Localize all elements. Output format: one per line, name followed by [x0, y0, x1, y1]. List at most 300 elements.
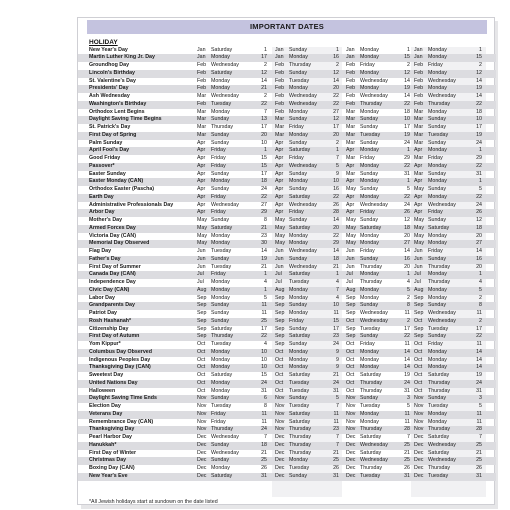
month-cell: Jun [275, 263, 284, 270]
month-cell: Nov [414, 410, 424, 417]
day-cell: 31 [476, 472, 482, 479]
weekday-cell: Thursday [428, 387, 451, 394]
weekday-cell: Monday [211, 465, 230, 471]
month-cell: Oct [197, 341, 206, 347]
weekday-cell: Saturday [289, 418, 311, 425]
weekday-cell: Sunday [211, 186, 229, 192]
month-cell: Feb [414, 77, 424, 84]
month-cell: Nov [275, 410, 285, 417]
day-cell: 19 [476, 372, 482, 378]
month-cell: Apr [346, 162, 355, 169]
weekday-cell: Friday [360, 248, 375, 254]
day-cell: 2 [336, 62, 339, 68]
weekday-cell: Monday [289, 364, 308, 371]
weekday-cell: Monday [428, 85, 447, 92]
month-cell: May [275, 224, 286, 231]
day-cell: 1 [336, 46, 339, 53]
weekday-cell: Tuesday [289, 77, 310, 84]
weekday-cell: Monday [360, 271, 379, 278]
month-cell: Oct [197, 379, 206, 386]
month-cell: Dec [414, 472, 424, 479]
month-cell: Nov [197, 418, 207, 425]
month-cell: Sep [275, 317, 285, 324]
day-cell: 14 [476, 93, 482, 99]
weekday-cell: Friday [211, 147, 226, 154]
month-cell: Oct [346, 387, 355, 394]
month-cell: Oct [414, 341, 423, 347]
day-cell: 10 [333, 178, 339, 185]
month-cell: Dec [414, 434, 424, 440]
table-row [78, 147, 496, 155]
month-cell: Oct [275, 356, 284, 363]
table-row [78, 326, 496, 334]
weekday-cell: Friday [428, 209, 443, 216]
month-cell: Apr [414, 209, 423, 216]
weekday-cell: Saturday [289, 333, 311, 340]
weekday-cell: Sunday [211, 116, 229, 123]
month-cell: Oct [346, 348, 355, 355]
weekday-cell: Friday [360, 209, 375, 216]
holiday-name: Easter Monday (CAN) [89, 178, 144, 185]
day-cell: 7 [336, 155, 339, 161]
table-row [78, 310, 496, 318]
holiday-name: Election Day [89, 403, 121, 409]
weekday-cell: Monday [289, 240, 308, 247]
holiday-name: Thanksgiving Day [89, 426, 135, 433]
table-row [78, 333, 496, 341]
weekday-cell: Tuesday [360, 472, 381, 479]
day-cell: 14 [476, 356, 482, 363]
weekday-cell: Friday [428, 341, 443, 347]
day-cell: 11 [333, 418, 339, 425]
month-cell: Mar [346, 155, 356, 161]
weekday-cell: Tuesday [211, 100, 232, 107]
day-cell: 14 [261, 248, 267, 254]
weekday-cell: Wednesday [360, 77, 388, 84]
weekday-cell: Sunday [428, 139, 446, 146]
month-cell: Jan [346, 46, 355, 53]
month-cell: Mar [275, 124, 285, 130]
day-cell: 10 [261, 348, 267, 355]
weekday-cell: Friday [289, 124, 304, 130]
day-cell: 14 [333, 217, 339, 223]
day-cell: 20 [476, 232, 482, 239]
month-cell: Mar [414, 108, 424, 115]
day-cell: 11 [261, 302, 267, 309]
weekday-cell: Friday [360, 62, 375, 68]
day-cell: 12 [333, 69, 339, 76]
day-cell: 23 [333, 333, 339, 340]
day-cell: 22 [476, 100, 482, 107]
table-row [78, 279, 496, 287]
holiday-name: Arbor Day [89, 209, 115, 216]
weekday-cell: Monday [289, 286, 308, 293]
day-cell: 19 [404, 85, 410, 92]
weekday-cell: Friday [211, 271, 226, 278]
day-cell: 18 [261, 441, 267, 448]
weekday-cell: Tuesday [428, 131, 449, 138]
month-cell: Dec [346, 441, 356, 448]
weekday-cell: Sunday [211, 395, 229, 402]
month-cell: Aug [414, 286, 424, 293]
day-cell: 8 [407, 302, 410, 309]
day-cell: 2 [479, 62, 482, 68]
day-cell: 16 [476, 255, 482, 262]
month-cell: Apr [414, 162, 423, 169]
weekday-cell: Monday [360, 240, 379, 247]
month-cell: Sep [346, 310, 356, 316]
month-cell: Oct [197, 356, 206, 363]
weekday-cell: Wednesday [211, 449, 239, 456]
holiday-name: Hanukkah* [89, 441, 117, 448]
day-cell: 3 [407, 395, 410, 402]
weekday-cell: Sunday [211, 139, 229, 146]
day-cell: 10 [476, 116, 482, 123]
day-cell: 14 [476, 364, 482, 371]
day-cell: 20 [404, 232, 410, 239]
holiday-heading: HOLIDAY [89, 39, 118, 46]
month-cell: Sep [346, 302, 356, 309]
month-cell: Mar [346, 116, 356, 123]
month-cell: May [346, 217, 357, 223]
day-cell: 11 [261, 410, 267, 417]
holiday-name: First Day of Spring [89, 131, 137, 138]
day-cell: 29 [261, 209, 267, 216]
day-cell: 26 [476, 465, 482, 471]
table-row [78, 70, 496, 78]
weekday-cell: Monday [428, 348, 447, 355]
weekday-cell: Thursday [289, 449, 312, 456]
holiday-name: Orthodox Lent Begins [89, 108, 145, 115]
day-cell: 19 [404, 131, 410, 138]
month-cell: Nov [197, 403, 207, 409]
holiday-name: St. Patrick's Day [89, 124, 131, 130]
weekday-cell: Monday [211, 54, 230, 61]
day-cell: 11 [476, 310, 482, 316]
month-cell: May [197, 217, 208, 223]
holiday-name: Sweetest Day [89, 372, 124, 378]
weekday-cell: Sunday [289, 116, 307, 123]
day-cell: 24 [333, 379, 339, 386]
table-row [78, 163, 496, 171]
day-cell: 14 [404, 77, 410, 84]
weekday-cell: Sunday [289, 46, 307, 53]
weekday-cell: Wednesday [428, 317, 456, 324]
weekday-cell: Thursday [289, 441, 312, 448]
month-cell: Mar [414, 170, 424, 177]
month-cell: Jan [197, 54, 206, 61]
weekday-cell: Saturday [289, 271, 311, 278]
weekday-cell: Monday [211, 294, 230, 301]
month-cell: Mar [346, 139, 356, 146]
month-cell: Oct [414, 372, 423, 378]
month-cell: Apr [197, 209, 206, 216]
month-cell: Mar [197, 131, 207, 138]
month-cell: Dec [275, 434, 285, 440]
month-cell: Feb [346, 69, 356, 76]
month-cell: Feb [275, 108, 285, 115]
day-cell: 2 [336, 139, 339, 146]
weekday-cell: Sunday [428, 302, 446, 309]
day-cell: 17 [476, 124, 482, 130]
holiday-name: Daylight Saving Time Begins [89, 116, 162, 123]
weekday-cell: Monday [428, 193, 447, 200]
table-row [78, 178, 496, 186]
day-cell: 2 [407, 294, 410, 301]
holiday-name: Independence Day [89, 279, 136, 285]
month-cell: Nov [414, 395, 424, 402]
day-cell: 10 [404, 116, 410, 123]
month-cell: Jul [197, 271, 204, 278]
month-cell: Oct [414, 348, 423, 355]
month-cell: Apr [346, 209, 355, 216]
month-cell: Jun [275, 255, 284, 262]
day-cell: 25 [261, 317, 267, 324]
day-cell: 26 [404, 465, 410, 471]
day-cell: 2 [264, 93, 267, 99]
table-row [78, 473, 496, 481]
weekday-cell: Saturday [360, 224, 382, 231]
month-cell: Mar [197, 93, 207, 99]
weekday-cell: Saturday [211, 472, 233, 479]
holiday-name: United Nations Day [89, 379, 138, 386]
holiday-name: Groundhog Day [89, 62, 130, 68]
day-cell: 22 [333, 100, 339, 107]
month-cell: Sep [275, 341, 285, 347]
month-cell: Jun [275, 248, 284, 254]
day-cell: 22 [476, 333, 482, 340]
weekday-cell: Monday [428, 46, 447, 53]
day-cell: 18 [404, 224, 410, 231]
weekday-cell: Thursday [211, 124, 234, 130]
month-cell: Nov [414, 418, 424, 425]
weekday-cell: Monday [360, 85, 379, 92]
month-cell: Dec [346, 457, 356, 464]
table-row [78, 434, 496, 442]
table-row [78, 287, 496, 295]
month-cell: Apr [275, 162, 284, 169]
weekday-cell: Saturday [428, 224, 450, 231]
month-cell: Jun [197, 248, 206, 254]
holiday-name: Mother's Day [89, 217, 123, 223]
day-cell: 2 [264, 62, 267, 68]
weekday-cell: Sunday [360, 124, 378, 130]
month-cell: Apr [346, 193, 355, 200]
table-row [78, 450, 496, 458]
holiday-name: Canada Day (CAN) [89, 271, 136, 278]
month-cell: Apr [275, 155, 284, 161]
weekday-cell: Sunday [211, 255, 229, 262]
day-cell: 13 [261, 116, 267, 123]
month-cell: May [346, 186, 357, 192]
month-cell: Dec [197, 457, 207, 464]
month-cell: Oct [346, 372, 355, 378]
day-cell: 14 [333, 77, 339, 84]
holiday-name: First Day of Autumn [89, 333, 140, 340]
day-cell: 23 [333, 426, 339, 433]
day-cell: 31 [261, 387, 267, 394]
month-cell: Mar [346, 131, 356, 138]
day-cell: 1 [407, 46, 410, 53]
day-cell: 11 [476, 410, 482, 417]
weekday-cell: Monday [428, 364, 447, 371]
holiday-name: Indigenous Peoples Day [89, 356, 151, 363]
month-cell: Dec [414, 441, 424, 448]
day-cell: 22 [404, 100, 410, 107]
day-cell: 1 [479, 178, 482, 185]
day-cell: 12 [476, 69, 482, 76]
weekday-cell: Thursday [428, 100, 451, 107]
day-cell: 18 [261, 178, 267, 185]
day-cell: 22 [404, 333, 410, 340]
month-cell: Mar [414, 124, 424, 130]
holiday-name: First Day of Summer [89, 263, 141, 270]
weekday-cell: Sunday [211, 317, 229, 324]
page-title: IMPORTANT DATES [250, 22, 324, 31]
table-row [78, 388, 496, 396]
day-cell: 22 [261, 100, 267, 107]
weekday-cell: Monday [360, 232, 379, 239]
day-cell: 9 [336, 356, 339, 363]
month-cell: Mar [197, 116, 207, 123]
day-cell: 29 [333, 240, 339, 247]
day-cell: 1 [264, 286, 267, 293]
weekday-cell: Monday [428, 410, 447, 417]
day-cell: 25 [404, 457, 410, 464]
weekday-cell: Monday [360, 108, 379, 115]
table-row [78, 116, 496, 124]
weekday-cell: Monday [211, 286, 230, 293]
day-cell: 1 [407, 178, 410, 185]
day-cell: 17 [261, 170, 267, 177]
month-cell: Jan [346, 54, 355, 61]
holiday-name: Palm Sunday [89, 139, 123, 146]
month-cell: Aug [346, 286, 356, 293]
month-cell: Apr [414, 201, 423, 208]
weekday-cell: Sunday [428, 116, 446, 123]
weekday-cell: Monday [428, 418, 447, 425]
month-cell: Nov [197, 410, 207, 417]
month-cell: Feb [346, 100, 356, 107]
weekday-cell: Saturday [289, 410, 311, 417]
holiday-name: New Year's Eve [89, 472, 128, 479]
month-cell: Jun [346, 248, 355, 254]
month-cell: Jun [346, 263, 355, 270]
table-row [78, 411, 496, 419]
weekday-cell: Sunday [289, 325, 307, 332]
table-row [78, 403, 496, 411]
day-cell: 2 [407, 317, 410, 324]
month-cell: Apr [346, 201, 355, 208]
month-cell: Nov [197, 395, 207, 402]
weekday-cell: Thursday [360, 465, 383, 471]
holiday-name: Grandparents Day [89, 302, 135, 309]
month-cell: Nov [346, 410, 356, 417]
weekday-cell: Monday [211, 364, 230, 371]
day-cell: 24 [261, 379, 267, 386]
month-cell: Sep [275, 302, 285, 309]
day-cell: 7 [336, 403, 339, 409]
weekday-cell: Monday [289, 232, 308, 239]
weekday-cell: Monday [211, 108, 230, 115]
day-cell: 1 [336, 147, 339, 154]
table-row [78, 140, 496, 148]
weekday-cell: Monday [289, 85, 308, 92]
day-cell: 25 [404, 441, 410, 448]
month-cell: Sep [275, 294, 285, 301]
day-cell: 7 [336, 441, 339, 448]
weekday-cell: Wednesday [211, 434, 239, 440]
weekday-cell: Monday [360, 147, 379, 154]
weekday-cell: Tuesday [211, 403, 232, 409]
month-cell: Feb [197, 77, 207, 84]
day-cell: 21 [333, 263, 339, 270]
day-cell: 15 [261, 372, 267, 378]
month-cell: Feb [414, 93, 424, 99]
weekday-cell: Monday [289, 54, 308, 61]
weekday-cell: Thursday [360, 379, 383, 386]
day-cell: 16 [404, 255, 410, 262]
weekday-cell: Tuesday [211, 341, 232, 347]
month-cell: Apr [197, 162, 206, 169]
month-cell: Nov [414, 426, 424, 433]
day-cell: 18 [476, 224, 482, 231]
weekday-cell: Wednesday [289, 93, 317, 99]
weekday-cell: Wednesday [289, 201, 317, 208]
weekday-cell: Thursday [211, 426, 234, 433]
day-cell: 24 [476, 201, 482, 208]
table-row [78, 357, 496, 365]
day-cell: 22 [333, 93, 339, 99]
weekday-cell: Monday [428, 147, 447, 154]
table-row [78, 240, 496, 248]
day-cell: 5 [264, 294, 267, 301]
weekday-cell: Monday [360, 162, 379, 169]
month-cell: Apr [197, 139, 206, 146]
holiday-name: Good Friday [89, 155, 121, 161]
month-cell: Feb [414, 85, 424, 92]
month-cell: Oct [414, 364, 423, 371]
weekday-cell: Sunday [211, 302, 229, 309]
day-cell: 27 [476, 240, 482, 247]
weekday-cell: Thursday [289, 434, 312, 440]
table-row [78, 101, 496, 109]
day-cell: 14 [404, 348, 410, 355]
weekday-cell: Thursday [428, 426, 451, 433]
day-cell: 14 [261, 77, 267, 84]
holiday-name: Yom Kippur* [89, 341, 121, 347]
weekday-cell: Sunday [360, 395, 378, 402]
table-row [78, 109, 496, 117]
day-cell: 22 [333, 232, 339, 239]
holiday-name: Passover* [89, 162, 115, 169]
month-cell: Oct [346, 341, 355, 347]
holiday-name: Lincoln's Birthday [89, 69, 135, 76]
weekday-cell: Sunday [428, 217, 446, 223]
table-row [78, 171, 496, 179]
day-cell: 16 [333, 54, 339, 61]
day-cell: 8 [479, 302, 482, 309]
day-cell: 20 [476, 263, 482, 270]
day-cell: 24 [476, 379, 482, 386]
month-cell: Sep [346, 333, 356, 340]
weekday-cell: Thursday [289, 426, 312, 433]
month-cell: Jan [197, 46, 206, 53]
weekday-cell: Tuesday [428, 325, 449, 332]
day-cell: 6 [264, 395, 267, 402]
day-cell: 2 [479, 317, 482, 324]
day-cell: 22 [476, 193, 482, 200]
